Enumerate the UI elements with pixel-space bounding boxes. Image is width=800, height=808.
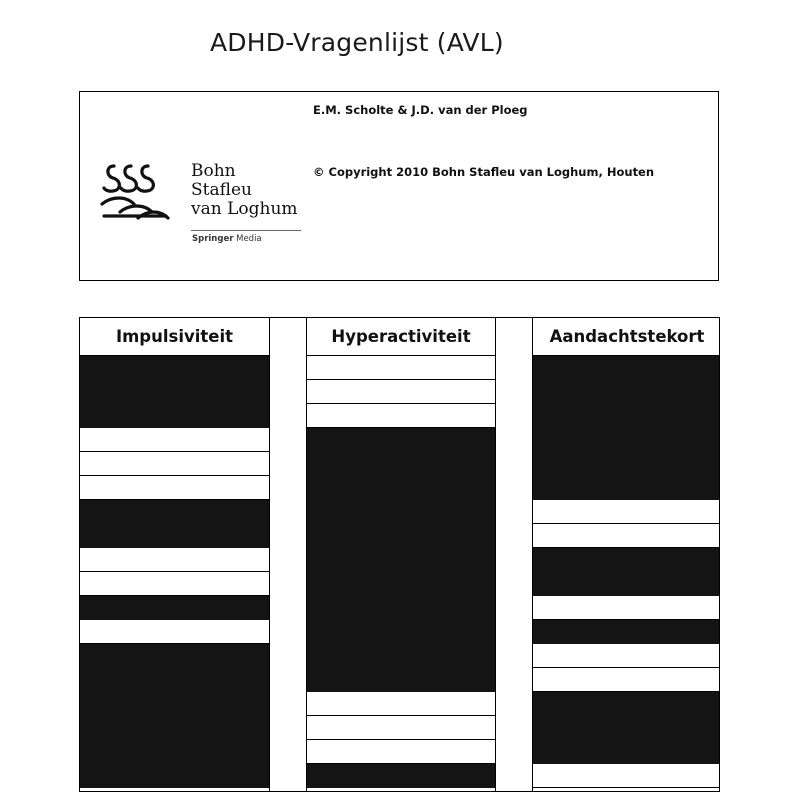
score-segment-dark [533, 716, 720, 740]
score-segment-light [533, 524, 720, 548]
authors-text: E.M. Scholte & J.D. van der Ploeg [313, 103, 528, 117]
score-segment-dark [80, 596, 269, 620]
score-segment-dark [307, 476, 495, 500]
score-segment-dark [307, 500, 495, 524]
score-segment-dark [533, 428, 720, 452]
score-segment-dark [307, 452, 495, 476]
score-segment-dark [307, 428, 495, 452]
publisher-name-line: van Loghum [191, 199, 298, 219]
publisher-name [191, 162, 298, 219]
score-segment-dark [80, 692, 269, 716]
bsl-logo-icon [100, 160, 172, 222]
column-header: Aandachtstekort [533, 318, 720, 356]
media-bold: Springer [192, 234, 234, 244]
score-segment-dark [533, 692, 720, 716]
score-segment-dark [307, 668, 495, 692]
publisher-media-label [192, 234, 262, 244]
score-columns [79, 317, 720, 792]
score-segment-light [307, 356, 495, 380]
score-segment-dark [533, 452, 720, 476]
column-hyperactiviteit [306, 318, 496, 791]
score-segment-dark [307, 596, 495, 620]
score-segment-dark [307, 524, 495, 548]
score-segment-dark [533, 356, 720, 380]
copyright-text: © Copyright 2010 Bohn Stafleu van Loghum, Houten [313, 165, 655, 179]
score-segment-light [307, 380, 495, 404]
score-segment-dark [80, 668, 269, 692]
score-segment-light [307, 716, 495, 740]
column-aandachtstekort [532, 318, 720, 791]
score-segment-dark [533, 740, 720, 764]
score-segment-dark [307, 572, 495, 596]
score-segment-light [307, 740, 495, 764]
score-segment-light [80, 428, 269, 452]
score-segment-dark [80, 716, 269, 740]
score-segment-light [80, 476, 269, 500]
publisher-name-line: Bohn [191, 161, 236, 181]
score-segment-dark [533, 380, 720, 404]
score-segment-light [533, 644, 720, 668]
score-segment-light [80, 572, 269, 596]
score-segment-light [533, 500, 720, 524]
score-segment-dark [80, 644, 269, 668]
score-segment-dark [307, 620, 495, 644]
score-segment-light [307, 404, 495, 428]
score-segment-dark [533, 404, 720, 428]
score-segment-dark [307, 548, 495, 572]
score-segment-dark [80, 764, 269, 788]
score-segment-dark [80, 524, 269, 548]
media-rest: Media [233, 234, 262, 244]
score-segment-light [307, 692, 495, 716]
column-impulsiviteit [80, 318, 270, 791]
score-segment-dark [533, 572, 720, 596]
score-segment-light [80, 620, 269, 644]
score-segment-dark [533, 476, 720, 500]
score-segment-light [80, 452, 269, 476]
column-header: Hyperactiviteit [307, 318, 495, 356]
score-segment-light [533, 764, 720, 788]
publisher-logo [100, 160, 305, 250]
page-title: ADHD-Vragenlijst (AVL) [210, 28, 504, 57]
score-segment-dark [80, 500, 269, 524]
score-segment-dark [80, 404, 269, 428]
score-segment-dark [80, 356, 269, 380]
score-segment-light [533, 668, 720, 692]
score-segment-light [80, 548, 269, 572]
score-segment-dark [307, 764, 495, 788]
publisher-name-line: Stafleu [191, 180, 252, 200]
column-header: Impulsiviteit [80, 318, 269, 356]
score-segment-dark [80, 740, 269, 764]
score-segment-dark [533, 620, 720, 644]
score-segment-dark [307, 644, 495, 668]
score-segment-dark [533, 548, 720, 572]
score-segment-dark [80, 380, 269, 404]
publication-info-box [79, 91, 719, 281]
logo-divider [191, 230, 301, 231]
score-segment-light [533, 596, 720, 620]
